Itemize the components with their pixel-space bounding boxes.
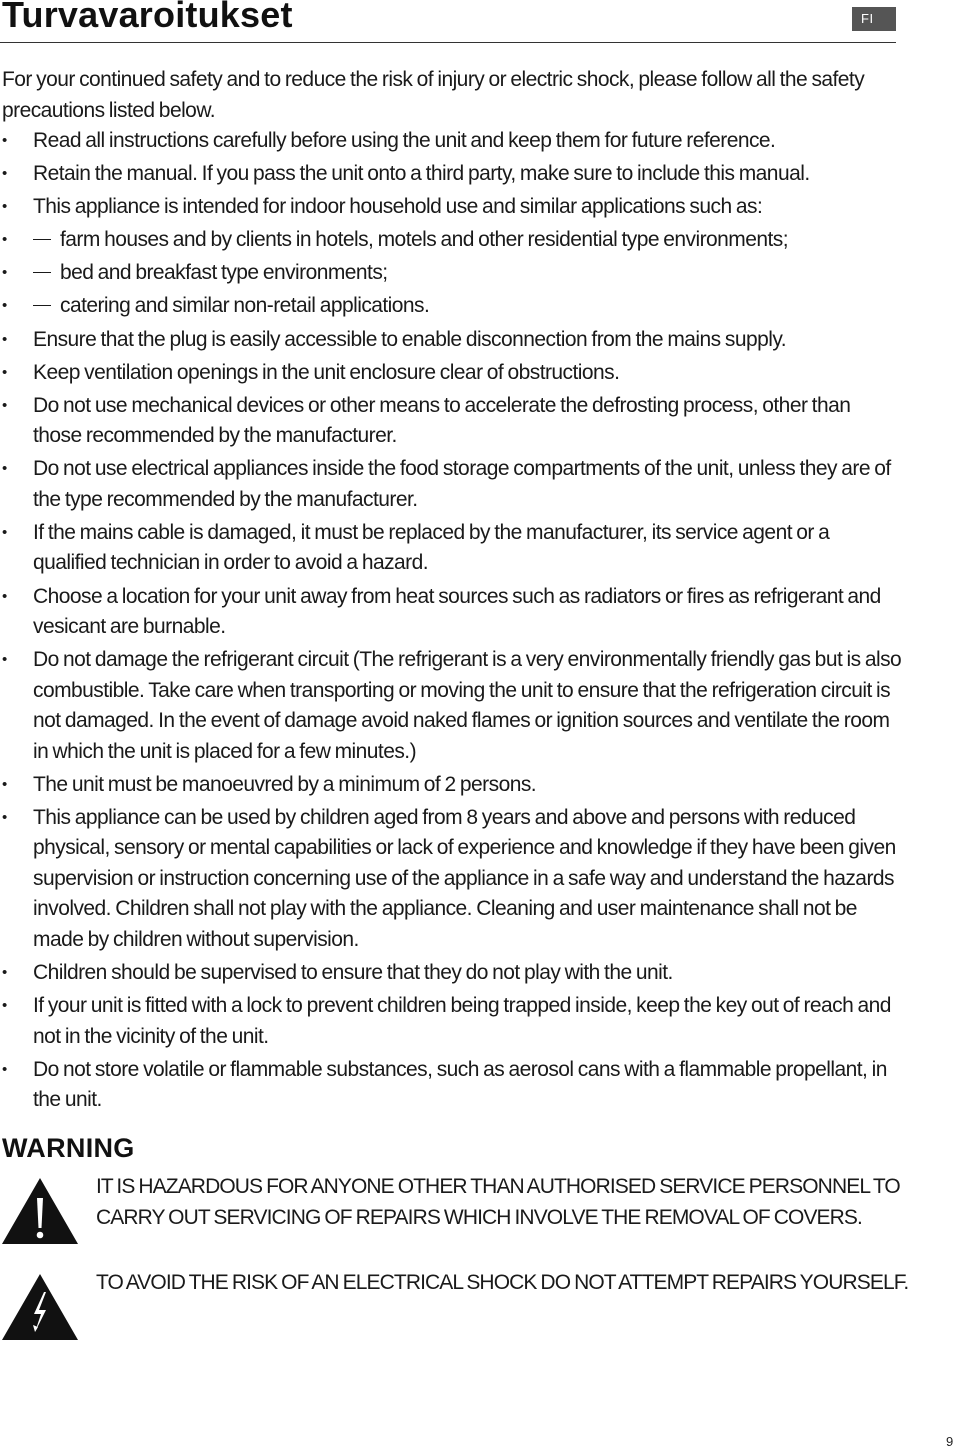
list-item-text: Read all instructions carefully before using the unit and keep them for future reference.	[33, 129, 776, 152]
bullet-icon: •	[2, 523, 7, 541]
page-title: Turvavaroitukset	[2, 0, 293, 35]
page-number: 9	[946, 1434, 954, 1449]
bullet-icon: •	[2, 587, 7, 605]
list-item-text: Ensure that the plug is easily accessible to enable disconnection from the mains supply.	[33, 327, 786, 351]
bullet-icon: •	[2, 231, 7, 249]
list-item-text: catering and similar non-retail applications.	[60, 294, 430, 318]
dash-marker	[33, 272, 51, 273]
bullet-icon: •	[2, 330, 7, 348]
intro-paragraph: For your continued safety and to reduce the risk of injury or electric shock, please follow all the safety precautions listed below.	[2, 68, 865, 122]
list-item-text: bed and breakfast type environments;	[60, 261, 388, 285]
bullet-icon: •	[2, 808, 7, 826]
list-item	[2, 1055, 902, 1116]
list-item	[2, 325, 902, 356]
list-item-text: Retain the manual. If you pass the unit onto a third party, make sure to include this manual.	[33, 162, 810, 186]
list-item-text: Do not damage the refrigerant circuit (The refrigerant is a very environmentally friendly gas but is also combustible. Take care when transporting or moving the unit to ensure that the refrigeration circuit is not damaged. In the event of damage avoid naked flames or ignition sources and ventilate the room in which the unit is placed for a few minutes.)	[33, 648, 902, 763]
list-item	[2, 358, 902, 389]
list-item-text: If the mains cable is damaged, it must be replaced by the manufacturer, its service agent or a qualified technician in order to avoid a hazard.	[33, 520, 830, 575]
list-item-text: This appliance can be used by children aged from 8 years and above and persons with reduced physical, sensory or mental capabilities or lack of experience and knowledge if they have been given supervision or instruction concerning use of the appliance in a safe way and understand the hazards involved. Children shall not play with the appliance. Cleaning and user maintenance shall not be made by children without supervision.	[33, 805, 896, 951]
bullet-icon: •	[2, 460, 7, 478]
bullet-icon: •	[2, 775, 7, 793]
list-item	[2, 991, 902, 1052]
list-item-text: Do not use mechanical devices or other means to accelerate the defrosting process, other than those recommended by the manufacturer.	[33, 393, 851, 448]
bullet-icon: •	[2, 132, 7, 149]
list-item	[2, 518, 902, 579]
bullet-icon: •	[2, 997, 7, 1014]
list-item	[2, 192, 902, 223]
dash-marker	[33, 239, 51, 240]
list-item	[2, 454, 902, 515]
warning-heading: WARNING	[2, 1133, 135, 1163]
list-item-text: This appliance is intended for indoor household use and similar applications such as:	[33, 195, 763, 219]
warning-text-servicing: IT IS HAZARDOUS FOR ANYONE OTHER THAN AUTHORISED SERVICE PERSONNEL TO CARRY OUT SERVICING OF REPAIRS WHICH INVOLVE THE REMOVAL OF COVERS.	[96, 1175, 900, 1229]
sub-list-item	[2, 291, 902, 322]
sub-list-item	[2, 258, 902, 289]
warning-text-shock: TO AVOID THE RISK OF AN ELECTRICAL SHOCK DO NOT ATTEMPT REPAIRS YOURSELF.	[96, 1271, 909, 1294]
list-item	[2, 159, 902, 190]
list-item	[2, 391, 902, 452]
list-item-text: Do not store volatile or flammable substances, such as aerosol cans with a flammable propellant, in the unit.	[33, 1057, 887, 1112]
electric-shock-triangle-icon	[0, 1272, 80, 1342]
list-item-text: Keep ventilation openings in the unit enclosure clear of obstructions.	[33, 360, 620, 384]
safety-bullet-list	[2, 126, 902, 1116]
list-item-text: Choose a location for your unit away from heat sources such as radiators or fires as refrigerant and vesicant are burnable.	[33, 584, 881, 639]
bullet-icon: •	[2, 396, 7, 414]
list-item	[2, 126, 902, 157]
list-item-text: If your unit is fitted with a lock to prevent children being trapped inside, keep the key out of reach and not in the vicinity of the unit.	[33, 994, 891, 1048]
bullet-icon: •	[2, 165, 7, 183]
list-item	[2, 582, 902, 643]
list-item-text: farm houses and by clients in hotels, motels and other residential type environments;	[60, 228, 789, 252]
list-item-text: Do not use electrical appliances inside the food storage compartments of the unit, unless they are of the type recommended by the manufacturer.	[33, 457, 891, 511]
list-item-text: The unit must be manoeuvred by a minimum of 2 persons.	[33, 772, 537, 796]
safety-instructions	[2, 65, 902, 1118]
language-badge: FI	[852, 7, 896, 31]
bullet-icon: •	[2, 297, 7, 315]
dash-marker	[33, 305, 51, 306]
bullet-icon: •	[2, 264, 7, 282]
bullet-icon: •	[2, 1060, 7, 1078]
list-item	[2, 958, 902, 989]
list-item	[2, 645, 902, 767]
exclamation-triangle-icon	[0, 1176, 80, 1246]
header-divider	[0, 42, 896, 43]
bullet-icon: •	[2, 651, 7, 669]
list-item	[2, 803, 902, 956]
list-item-text: Children should be supervised to ensure that they do not play with the unit.	[33, 960, 673, 984]
sub-list-item	[2, 225, 902, 256]
bullet-icon: •	[2, 963, 7, 981]
bullet-icon: •	[2, 363, 7, 381]
bullet-icon: •	[2, 198, 7, 216]
list-item	[2, 770, 902, 801]
